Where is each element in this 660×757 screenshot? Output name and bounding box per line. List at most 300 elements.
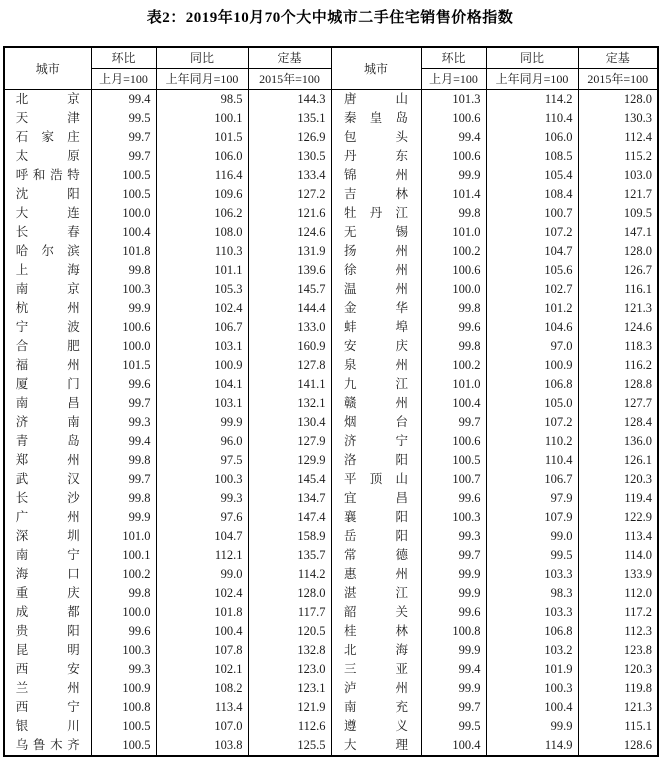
city-cell-left bbox=[4, 413, 91, 432]
city-cell-left bbox=[4, 128, 91, 147]
fixed-value-left: 145.4 bbox=[248, 470, 331, 489]
yoy-value-right: 104.6 bbox=[486, 318, 578, 337]
yoy-value-left: 113.4 bbox=[156, 698, 248, 717]
mom-value-left: 99.9 bbox=[91, 508, 156, 527]
table-row bbox=[4, 204, 658, 223]
fixed-value-left: 160.9 bbox=[248, 337, 331, 356]
city-cell-left bbox=[4, 489, 91, 508]
table-row bbox=[4, 375, 658, 394]
mom-value-left: 99.8 bbox=[91, 451, 156, 470]
yoy-value-right: 108.4 bbox=[486, 185, 578, 204]
city-cell-left bbox=[4, 470, 91, 489]
city-cell-left bbox=[4, 698, 91, 717]
fixed-value-left: 126.9 bbox=[248, 128, 331, 147]
city-cell-right bbox=[331, 584, 421, 603]
table-row bbox=[4, 128, 658, 147]
yoy-value-left: 101.5 bbox=[156, 128, 248, 147]
table-row bbox=[4, 394, 658, 413]
city-cell-right bbox=[331, 451, 421, 470]
city-cell-left bbox=[4, 641, 91, 660]
city-name-right: 湛江 bbox=[344, 586, 408, 600]
city-cell-left bbox=[4, 318, 91, 337]
city-name-right: 平顶山 bbox=[344, 472, 408, 486]
col-header-mom-left: 环比 bbox=[91, 47, 156, 69]
fixed-value-left: 131.9 bbox=[248, 242, 331, 261]
fixed-value-left: 121.6 bbox=[248, 204, 331, 223]
yoy-value-left: 107.8 bbox=[156, 641, 248, 660]
yoy-value-left: 101.1 bbox=[156, 261, 248, 280]
city-cell-right bbox=[331, 337, 421, 356]
city-cell-left bbox=[4, 394, 91, 413]
subheader-yoy-base-left: 上年同月=100 bbox=[156, 69, 248, 90]
mom-value-left: 99.8 bbox=[91, 584, 156, 603]
fixed-value-left: 127.8 bbox=[248, 356, 331, 375]
mom-value-right: 100.6 bbox=[421, 432, 486, 451]
mom-value-right: 99.6 bbox=[421, 489, 486, 508]
yoy-value-right: 106.8 bbox=[486, 622, 578, 641]
city-cell-right bbox=[331, 223, 421, 242]
city-cell-left bbox=[4, 356, 91, 375]
yoy-value-right: 110.4 bbox=[486, 451, 578, 470]
city-name-left: 长沙 bbox=[15, 491, 80, 505]
city-cell-left bbox=[4, 261, 91, 280]
mom-value-left: 99.3 bbox=[91, 660, 156, 679]
city-cell-right bbox=[331, 166, 421, 185]
fixed-value-right: 112.3 bbox=[578, 622, 658, 641]
fixed-value-left: 139.6 bbox=[248, 261, 331, 280]
mom-value-right: 101.4 bbox=[421, 185, 486, 204]
city-cell-right bbox=[331, 128, 421, 147]
yoy-value-right: 108.5 bbox=[486, 147, 578, 166]
mom-value-left: 99.8 bbox=[91, 489, 156, 508]
mom-value-right: 101.0 bbox=[421, 375, 486, 394]
fixed-value-right: 126.7 bbox=[578, 261, 658, 280]
fixed-value-left: 124.6 bbox=[248, 223, 331, 242]
yoy-value-right: 103.3 bbox=[486, 603, 578, 622]
yoy-value-left: 102.4 bbox=[156, 584, 248, 603]
yoy-value-left: 112.1 bbox=[156, 546, 248, 565]
city-cell-left bbox=[4, 432, 91, 451]
fixed-value-right: 133.9 bbox=[578, 565, 658, 584]
mom-value-left: 100.4 bbox=[91, 223, 156, 242]
yoy-value-right: 105.0 bbox=[486, 394, 578, 413]
fixed-value-right: 123.8 bbox=[578, 641, 658, 660]
page-title: 表2：2019年10月70个大中城市二手住宅销售价格指数 bbox=[146, 10, 514, 26]
table-row bbox=[4, 698, 658, 717]
city-name-left: 乌鲁木齐 bbox=[15, 738, 80, 752]
city-cell-left bbox=[4, 337, 91, 356]
yoy-value-left: 116.4 bbox=[156, 166, 248, 185]
city-cell-right bbox=[331, 641, 421, 660]
mom-value-right: 100.6 bbox=[421, 261, 486, 280]
mom-value-left: 101.8 bbox=[91, 242, 156, 261]
mom-value-left: 99.3 bbox=[91, 413, 156, 432]
yoy-value-right: 106.7 bbox=[486, 470, 578, 489]
yoy-value-right: 102.7 bbox=[486, 280, 578, 299]
mom-value-right: 99.6 bbox=[421, 603, 486, 622]
fixed-value-left: 121.9 bbox=[248, 698, 331, 717]
city-name-right: 扬州 bbox=[344, 244, 408, 258]
city-cell-right bbox=[331, 356, 421, 375]
city-cell-right bbox=[331, 470, 421, 489]
yoy-value-left: 100.9 bbox=[156, 356, 248, 375]
table-row bbox=[4, 603, 658, 622]
fixed-value-right: 117.2 bbox=[578, 603, 658, 622]
city-cell-left bbox=[4, 527, 91, 546]
city-cell-left bbox=[4, 204, 91, 223]
city-name-left: 昆明 bbox=[15, 643, 80, 657]
city-cell-right bbox=[331, 660, 421, 679]
mom-value-left: 101.0 bbox=[91, 527, 156, 546]
yoy-value-right: 99.9 bbox=[486, 717, 578, 736]
fixed-value-right: 121.7 bbox=[578, 185, 658, 204]
fixed-value-right: 128.4 bbox=[578, 413, 658, 432]
yoy-value-left: 100.3 bbox=[156, 470, 248, 489]
mom-value-right: 99.7 bbox=[421, 413, 486, 432]
city-cell-left bbox=[4, 451, 91, 470]
yoy-value-left: 98.5 bbox=[156, 90, 248, 110]
city-name-left: 上海 bbox=[15, 263, 80, 277]
mom-value-right: 99.8 bbox=[421, 337, 486, 356]
yoy-value-right: 105.4 bbox=[486, 166, 578, 185]
yoy-value-left: 104.7 bbox=[156, 527, 248, 546]
city-name-left: 重庆 bbox=[15, 586, 80, 600]
fixed-value-right: 147.1 bbox=[578, 223, 658, 242]
col-header-fixed-right: 定基 bbox=[578, 47, 658, 69]
city-cell-right bbox=[331, 546, 421, 565]
fixed-value-left: 134.7 bbox=[248, 489, 331, 508]
fixed-value-right: 130.3 bbox=[578, 109, 658, 128]
city-cell-right bbox=[331, 109, 421, 128]
mom-value-right: 101.0 bbox=[421, 223, 486, 242]
city-cell-right bbox=[331, 204, 421, 223]
city-name-right: 韶关 bbox=[344, 605, 408, 619]
subheader-mom-base-left: 上月=100 bbox=[91, 69, 156, 90]
mom-value-right: 99.3 bbox=[421, 527, 486, 546]
table-row bbox=[4, 527, 658, 546]
yoy-value-left: 102.1 bbox=[156, 660, 248, 679]
city-name-right: 常德 bbox=[344, 548, 408, 562]
fixed-value-right: 126.1 bbox=[578, 451, 658, 470]
yoy-value-right: 103.2 bbox=[486, 641, 578, 660]
yoy-value-left: 103.1 bbox=[156, 394, 248, 413]
price-index-table bbox=[3, 46, 659, 757]
fixed-value-right: 119.8 bbox=[578, 679, 658, 698]
fixed-value-left: 130.4 bbox=[248, 413, 331, 432]
city-name-right: 洛阳 bbox=[344, 453, 408, 467]
city-cell-left bbox=[4, 109, 91, 128]
yoy-value-left: 99.9 bbox=[156, 413, 248, 432]
city-cell-left bbox=[4, 242, 91, 261]
mom-value-left: 99.7 bbox=[91, 470, 156, 489]
mom-value-right: 100.4 bbox=[421, 736, 486, 756]
city-name-left: 深圳 bbox=[15, 529, 80, 543]
city-cell-right bbox=[331, 679, 421, 698]
fixed-value-left: 147.4 bbox=[248, 508, 331, 527]
fixed-value-left: 128.0 bbox=[248, 584, 331, 603]
city-name-right: 南充 bbox=[344, 700, 408, 714]
yoy-value-left: 103.1 bbox=[156, 337, 248, 356]
subheader-mom-base-right: 上月=100 bbox=[421, 69, 486, 90]
city-cell-left bbox=[4, 717, 91, 736]
fixed-value-left: 135.7 bbox=[248, 546, 331, 565]
yoy-value-left: 106.2 bbox=[156, 204, 248, 223]
yoy-value-right: 114.2 bbox=[486, 90, 578, 110]
fixed-value-right: 112.0 bbox=[578, 584, 658, 603]
city-name-right: 安庆 bbox=[344, 339, 408, 353]
city-name-left: 宁波 bbox=[15, 320, 80, 334]
table-row bbox=[4, 660, 658, 679]
city-name-left: 海口 bbox=[15, 567, 80, 581]
table-row bbox=[4, 584, 658, 603]
fixed-value-left: 123.0 bbox=[248, 660, 331, 679]
city-name-left: 长春 bbox=[15, 225, 80, 239]
yoy-value-right: 103.3 bbox=[486, 565, 578, 584]
city-name-left: 济南 bbox=[15, 415, 80, 429]
city-cell-left bbox=[4, 660, 91, 679]
mom-value-right: 99.7 bbox=[421, 698, 486, 717]
city-name-left: 南京 bbox=[15, 282, 80, 296]
fixed-value-left: 112.6 bbox=[248, 717, 331, 736]
mom-value-right: 100.5 bbox=[421, 451, 486, 470]
city-name-left: 武汉 bbox=[15, 472, 80, 486]
city-name-left: 哈尔滨 bbox=[15, 244, 80, 258]
mom-value-left: 99.6 bbox=[91, 622, 156, 641]
city-name-left: 南昌 bbox=[15, 396, 80, 410]
mom-value-left: 99.7 bbox=[91, 147, 156, 166]
city-cell-right bbox=[331, 603, 421, 622]
city-cell-right bbox=[331, 318, 421, 337]
table-row bbox=[4, 622, 658, 641]
city-cell-right bbox=[331, 280, 421, 299]
table-row bbox=[4, 318, 658, 337]
table-row bbox=[4, 489, 658, 508]
fixed-value-left: 141.1 bbox=[248, 375, 331, 394]
yoy-value-right: 97.0 bbox=[486, 337, 578, 356]
fixed-value-left: 123.1 bbox=[248, 679, 331, 698]
table-row bbox=[4, 508, 658, 527]
city-name-left: 杭州 bbox=[15, 301, 80, 315]
city-cell-right bbox=[331, 527, 421, 546]
fixed-value-left: 129.9 bbox=[248, 451, 331, 470]
city-name-right: 吉林 bbox=[344, 187, 408, 201]
mom-value-right: 100.2 bbox=[421, 356, 486, 375]
mom-value-left: 100.8 bbox=[91, 698, 156, 717]
yoy-value-left: 108.0 bbox=[156, 223, 248, 242]
table-row bbox=[4, 565, 658, 584]
fixed-value-left: 144.3 bbox=[248, 90, 331, 110]
city-name-left: 青岛 bbox=[15, 434, 80, 448]
fixed-value-left: 145.7 bbox=[248, 280, 331, 299]
fixed-value-left: 132.1 bbox=[248, 394, 331, 413]
city-name-left: 成都 bbox=[15, 605, 80, 619]
table-row bbox=[4, 90, 658, 110]
city-cell-left bbox=[4, 223, 91, 242]
city-cell-left bbox=[4, 603, 91, 622]
yoy-value-left: 96.0 bbox=[156, 432, 248, 451]
city-cell-right bbox=[331, 413, 421, 432]
city-name-right: 大理 bbox=[344, 738, 408, 752]
mom-value-left: 100.2 bbox=[91, 565, 156, 584]
fixed-value-right: 112.4 bbox=[578, 128, 658, 147]
mom-value-left: 100.6 bbox=[91, 318, 156, 337]
yoy-value-right: 110.2 bbox=[486, 432, 578, 451]
city-name-left: 广州 bbox=[15, 510, 80, 524]
fixed-value-right: 115.1 bbox=[578, 717, 658, 736]
yoy-value-right: 107.2 bbox=[486, 413, 578, 432]
city-name-right: 三亚 bbox=[344, 662, 408, 676]
mom-value-left: 99.5 bbox=[91, 109, 156, 128]
city-name-right: 赣州 bbox=[344, 396, 408, 410]
mom-value-right: 100.0 bbox=[421, 280, 486, 299]
mom-value-right: 99.9 bbox=[421, 565, 486, 584]
city-cell-right bbox=[331, 185, 421, 204]
city-cell-left bbox=[4, 736, 91, 756]
fixed-value-right: 119.4 bbox=[578, 489, 658, 508]
city-cell-left bbox=[4, 565, 91, 584]
mom-value-right: 100.2 bbox=[421, 242, 486, 261]
city-cell-left bbox=[4, 508, 91, 527]
mom-value-right: 100.8 bbox=[421, 622, 486, 641]
city-cell-left bbox=[4, 280, 91, 299]
mom-value-right: 100.7 bbox=[421, 470, 486, 489]
fixed-value-right: 127.7 bbox=[578, 394, 658, 413]
city-cell-left bbox=[4, 622, 91, 641]
yoy-value-right: 101.9 bbox=[486, 660, 578, 679]
mom-value-left: 100.3 bbox=[91, 641, 156, 660]
city-cell-right bbox=[331, 565, 421, 584]
city-name-right: 金华 bbox=[344, 301, 408, 315]
city-name-right: 秦皇岛 bbox=[344, 111, 408, 125]
city-name-left: 天津 bbox=[15, 111, 80, 125]
mom-value-left: 100.0 bbox=[91, 204, 156, 223]
city-name-right: 遵义 bbox=[344, 719, 408, 733]
city-cell-left bbox=[4, 185, 91, 204]
mom-value-right: 100.3 bbox=[421, 508, 486, 527]
city-name-right: 泸州 bbox=[344, 681, 408, 695]
fixed-value-right: 121.3 bbox=[578, 299, 658, 318]
city-name-left: 西宁 bbox=[15, 700, 80, 714]
city-cell-right bbox=[331, 299, 421, 318]
table-row bbox=[4, 261, 658, 280]
mom-value-right: 99.4 bbox=[421, 660, 486, 679]
fixed-value-right: 118.3 bbox=[578, 337, 658, 356]
city-name-right: 九江 bbox=[344, 377, 408, 391]
mom-value-left: 99.4 bbox=[91, 90, 156, 110]
table-row bbox=[4, 223, 658, 242]
fixed-value-right: 114.0 bbox=[578, 546, 658, 565]
yoy-value-right: 107.9 bbox=[486, 508, 578, 527]
yoy-value-left: 106.7 bbox=[156, 318, 248, 337]
mom-value-right: 99.9 bbox=[421, 166, 486, 185]
city-cell-left bbox=[4, 546, 91, 565]
mom-value-left: 100.9 bbox=[91, 679, 156, 698]
mom-value-left: 100.3 bbox=[91, 280, 156, 299]
yoy-value-right: 99.0 bbox=[486, 527, 578, 546]
city-name-right: 徐州 bbox=[344, 263, 408, 277]
fixed-value-right: 116.1 bbox=[578, 280, 658, 299]
fixed-value-right: 120.3 bbox=[578, 660, 658, 679]
city-cell-right bbox=[331, 394, 421, 413]
mom-value-right: 99.8 bbox=[421, 204, 486, 223]
mom-value-left: 99.9 bbox=[91, 299, 156, 318]
col-header-yoy-left: 同比 bbox=[156, 47, 248, 69]
city-name-left: 福州 bbox=[15, 358, 80, 372]
yoy-value-right: 106.8 bbox=[486, 375, 578, 394]
yoy-value-left: 99.0 bbox=[156, 565, 248, 584]
col-header-mom-right: 环比 bbox=[421, 47, 486, 69]
fixed-value-right: 128.0 bbox=[578, 242, 658, 261]
yoy-value-right: 100.3 bbox=[486, 679, 578, 698]
col-header-city-left: 城市 bbox=[4, 47, 91, 90]
city-name-left: 呼和浩特 bbox=[15, 168, 80, 182]
table-row bbox=[4, 242, 658, 261]
table-row bbox=[4, 356, 658, 375]
table-body bbox=[4, 90, 658, 757]
table-row bbox=[4, 736, 658, 756]
fixed-value-left: 117.7 bbox=[248, 603, 331, 622]
mom-value-right: 100.4 bbox=[421, 394, 486, 413]
yoy-value-right: 100.9 bbox=[486, 356, 578, 375]
city-name-right: 包头 bbox=[344, 130, 408, 144]
mom-value-right: 100.6 bbox=[421, 109, 486, 128]
city-cell-right bbox=[331, 147, 421, 166]
city-name-left: 兰州 bbox=[15, 681, 80, 695]
city-name-right: 北海 bbox=[344, 643, 408, 657]
table-row bbox=[4, 432, 658, 451]
fixed-value-right: 109.5 bbox=[578, 204, 658, 223]
city-cell-right bbox=[331, 489, 421, 508]
fixed-value-right: 113.4 bbox=[578, 527, 658, 546]
fixed-value-right: 116.2 bbox=[578, 356, 658, 375]
city-cell-left bbox=[4, 147, 91, 166]
city-name-right: 惠州 bbox=[344, 567, 408, 581]
yoy-value-right: 104.7 bbox=[486, 242, 578, 261]
mom-value-left: 100.5 bbox=[91, 185, 156, 204]
fixed-value-right: 128.0 bbox=[578, 90, 658, 110]
subheader-fixed-base-left: 2015年=100 bbox=[248, 69, 331, 90]
fixed-value-left: 120.5 bbox=[248, 622, 331, 641]
table-header bbox=[4, 47, 658, 90]
mom-value-left: 99.7 bbox=[91, 128, 156, 147]
mom-value-left: 99.4 bbox=[91, 432, 156, 451]
yoy-value-left: 97.6 bbox=[156, 508, 248, 527]
city-cell-left bbox=[4, 299, 91, 318]
city-name-right: 锦州 bbox=[344, 168, 408, 182]
mom-value-right: 101.3 bbox=[421, 90, 486, 110]
yoy-value-left: 109.6 bbox=[156, 185, 248, 204]
table-row bbox=[4, 185, 658, 204]
fixed-value-left: 135.1 bbox=[248, 109, 331, 128]
table-row bbox=[4, 413, 658, 432]
fixed-value-left: 127.2 bbox=[248, 185, 331, 204]
fixed-value-left: 125.5 bbox=[248, 736, 331, 756]
mom-value-left: 99.8 bbox=[91, 261, 156, 280]
city-name-right: 蚌埠 bbox=[344, 320, 408, 334]
city-cell-right bbox=[331, 261, 421, 280]
mom-value-left: 100.1 bbox=[91, 546, 156, 565]
city-cell-left bbox=[4, 584, 91, 603]
yoy-value-right: 107.2 bbox=[486, 223, 578, 242]
fixed-value-right: 122.9 bbox=[578, 508, 658, 527]
fixed-value-left: 132.8 bbox=[248, 641, 331, 660]
mom-value-left: 99.7 bbox=[91, 394, 156, 413]
city-name-right: 济宁 bbox=[344, 434, 408, 448]
yoy-value-left: 100.1 bbox=[156, 109, 248, 128]
city-cell-right bbox=[331, 242, 421, 261]
city-cell-right bbox=[331, 432, 421, 451]
city-cell-right bbox=[331, 717, 421, 736]
